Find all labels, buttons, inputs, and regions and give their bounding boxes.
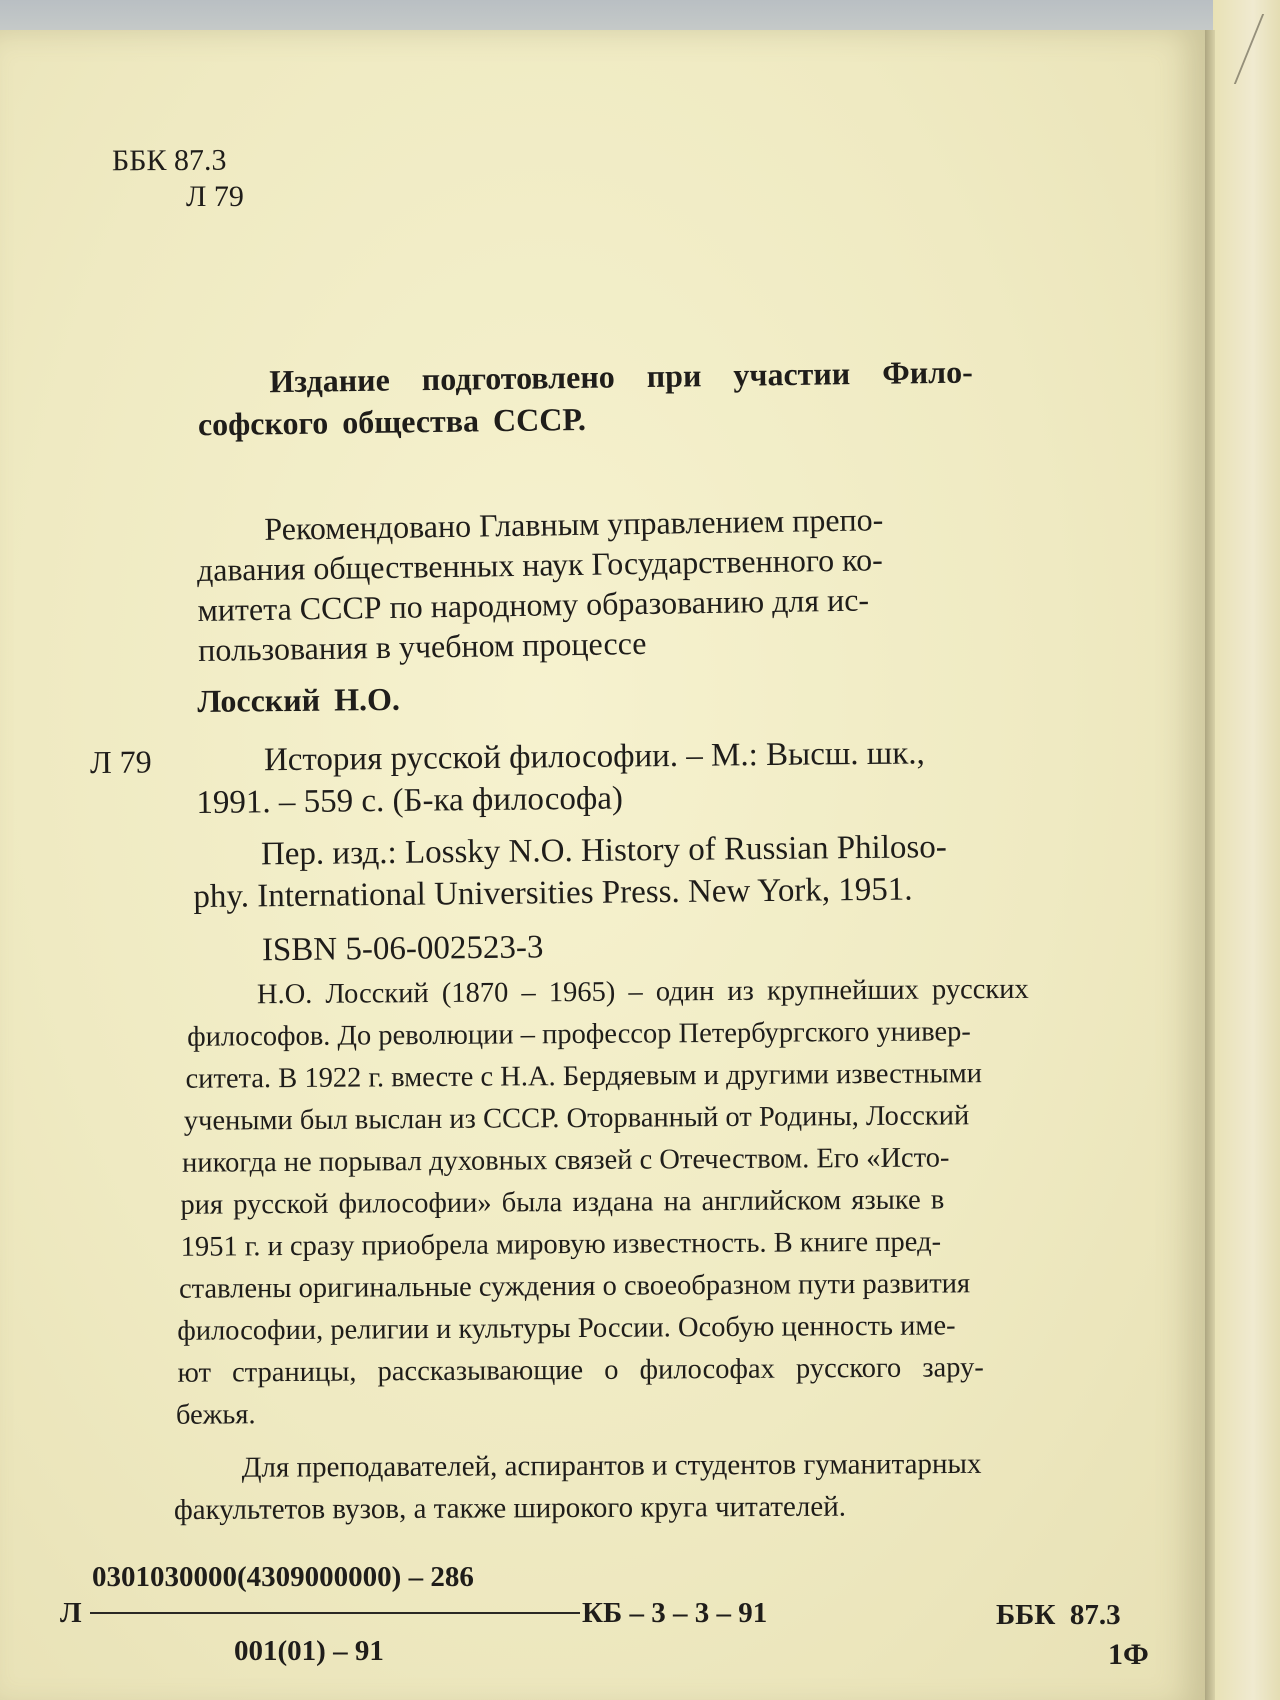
annotation-line: бежья. [175, 1399, 256, 1431]
annotation-line: рия русской философии» была издана на английском языке в [180, 1184, 945, 1221]
annotation-line: ставлены оригинальные суждения о своеобразном пути развития [178, 1268, 971, 1305]
recommendation-line: Рекомендовано Главным управлением препо- [264, 501, 884, 547]
catalog-title-line: 1991. – 559 с. (Б-ка философа) [196, 780, 624, 821]
recommendation-line: митета СССР по народному образованию для ис- [197, 581, 870, 628]
annotation-line: никогда не порывал духовных связей с Отечеством. Его «Исто- [182, 1142, 950, 1179]
catalog-author: Лосский Н.О. [197, 680, 401, 719]
audience-line: факультетов вузов, а также широкого круга читателей. [173, 1490, 847, 1527]
catalog-title-line: История русской философии. – М.: Высш. шк., [263, 735, 925, 779]
annotation-line: ют страницы, рассказывающие о философах русского зару- [177, 1352, 984, 1389]
imprint-bbk: ББК 87.3 [996, 1599, 1121, 1631]
imprint-denominator: 001(01) – 91 [234, 1635, 384, 1667]
participation-line: софского общества СССР. [197, 400, 587, 443]
imprint-numerator: 0301030000(4309000000) – 286 [92, 1561, 474, 1593]
annotation-line: 1951 г. и сразу приобрела мировую известность. В книге пред- [180, 1226, 942, 1263]
bbk-code: ББК 87.3 [111, 143, 227, 178]
recommendation-line: давания общественных наук Государственного ко- [196, 541, 883, 588]
imprint-order: КБ – 3 – 3 – 91 [582, 1597, 768, 1629]
annotation-line: философов. До революции – профессор Петербургского универ- [187, 1016, 971, 1053]
annotation-line: философии, религии и культуры России. Особую ценность име- [177, 1310, 956, 1347]
annotation-line: Н.О. Лосский (1870 – 1965) – один из крупнейших русских [256, 973, 1029, 1011]
annotation-line: учеными был выслан из СССР. Оторванный от Родины, Лосский [183, 1100, 970, 1137]
isbn: ISBN 5-06-002523-3 [261, 929, 544, 969]
recommendation-line: пользования в учебном процессе [197, 624, 647, 668]
author-sign: Л 79 [186, 180, 244, 213]
adjacent-page [1213, 0, 1280, 1700]
catalog-original-line: Пер. изд.: Lossky N.O. History of Russian Philoso- [260, 829, 947, 873]
catalog-original-line: phy. International Universities Press. New York, 1951. [193, 871, 913, 916]
imprint-fraction-rule [90, 1612, 580, 1614]
imprint-format-code: 1Ф [1108, 1638, 1149, 1671]
imprint-letter: Л [60, 1597, 82, 1629]
catalog-margin-code: Л 79 [89, 743, 152, 781]
annotation-line: ситета. В 1922 г. вместе с Н.А. Бердяевым и другими известными [185, 1058, 983, 1095]
audience-line: Для преподавателей, аспирантов и студентов гуманитарных [241, 1447, 982, 1484]
participation-line: Издание подготовлено при участии Фило- [269, 353, 973, 400]
